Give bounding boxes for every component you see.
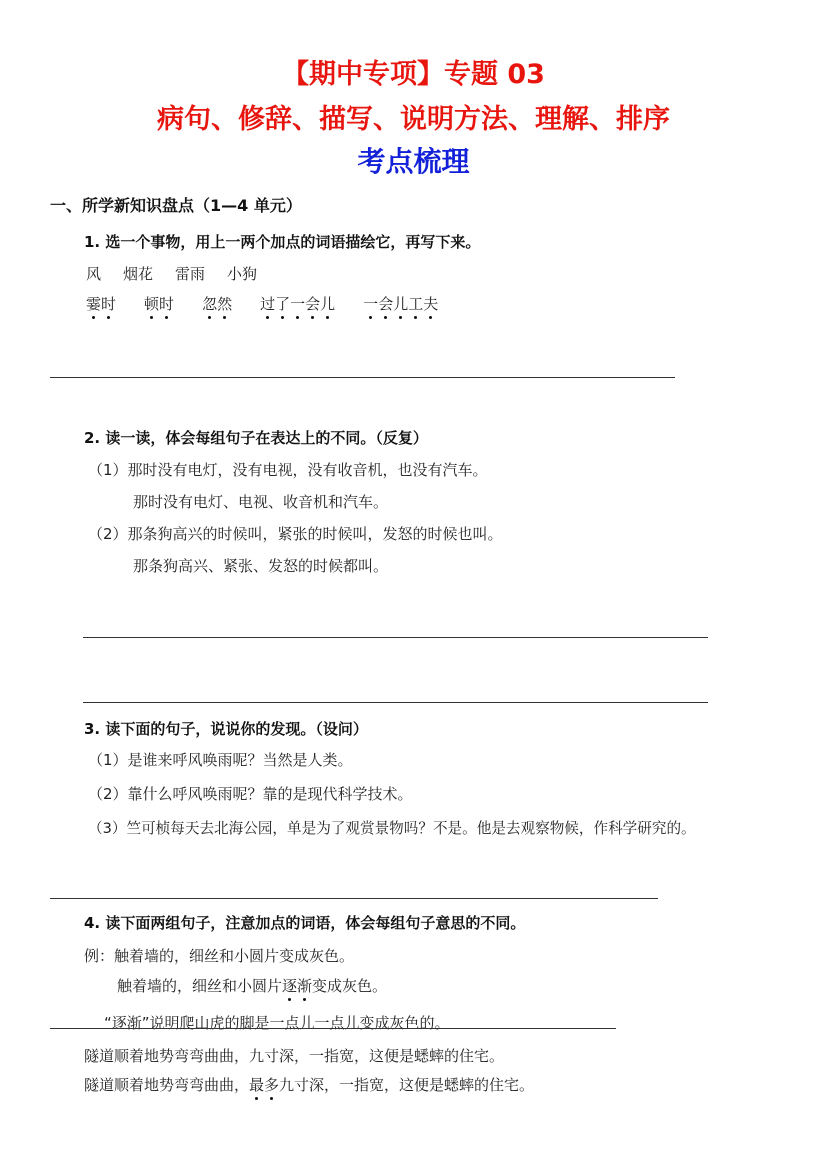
q2-sentence-1a: （1）那时没有电灯，没有电视，没有收音机，也没有汽车。: [88, 461, 488, 479]
dotted-char: 过: [260, 295, 276, 313]
example-sentence-1: 触着墙的，细丝和小圆片变成灰色。: [114, 947, 355, 965]
q4-example-1: [84, 945, 354, 966]
page-title-line1: 【期中专项】专题 03: [282, 59, 545, 90]
dotted-word: [282, 977, 312, 995]
dotted-char: 最: [249, 1076, 265, 1094]
answer-line: [83, 637, 708, 638]
answer-line: [83, 702, 708, 703]
answer-line: [50, 377, 675, 378]
dotted-char: 多: [264, 1076, 280, 1094]
example-label: 例：: [84, 947, 115, 965]
q1-dotted-word: [260, 295, 335, 313]
dotted-char: 逐: [282, 977, 298, 995]
dotted-char: 霎: [86, 295, 102, 313]
q1-dotted-word: [144, 295, 174, 313]
dotted-char: 会: [305, 295, 321, 313]
q3-sentence-1: （1）是谁来呼风唤雨呢？当然是人类。: [88, 751, 353, 769]
dotted-char: 忽: [202, 295, 218, 313]
dotted-char: 顿: [144, 295, 160, 313]
q4-sentence-4-part1: 隧道顺着地势弯弯曲曲，: [84, 1076, 250, 1094]
dotted-char: 一: [363, 295, 379, 313]
dotted-char: 渐: [297, 977, 313, 995]
q4-sentence-4: [84, 1074, 534, 1095]
q2-sentence-2a: （2）那条狗高兴的时候叫，紧张的时候叫，发怒的时候也叫。: [88, 525, 503, 543]
question-3-prompt: 3. 读下面的句子，说说你的发现。（设问）: [84, 720, 368, 738]
q4-example-note: “逐渐”说明爬山虎的脚是一点儿一点儿变成灰色的。: [104, 1014, 450, 1032]
q1-dotted-word: [86, 295, 116, 313]
q3-sentence-3: （3）竺可桢每天去北海公园，单是为了观赏景物吗？不是。他是去观察物候，作科学研究的。: [88, 820, 696, 837]
q1-thing: 风: [86, 265, 102, 283]
section-heading: 一、所学新知识盘点（1—4 单元）: [50, 196, 302, 215]
q4-sentence-4-part2: 九寸深，一指宽，这便是蟋蟀的住宅。: [279, 1076, 535, 1094]
answer-line: [50, 1028, 616, 1029]
question-1-prompt: 1. 选一个事物，用上一两个加点的词语描绘它，再写下来。: [84, 233, 481, 251]
example-sentence-2-part2: 变成灰色。: [312, 977, 388, 995]
dotted-char: 工: [408, 295, 424, 313]
q2-sentence-2b: 那条狗高兴、紧张、发怒的时候都叫。: [133, 557, 389, 575]
dotted-char: 了: [275, 295, 291, 313]
dotted-char: 儿: [393, 295, 409, 313]
dotted-char: 夫: [423, 295, 439, 313]
q2-sentence-1b: 那时没有电灯、电视、收音机和汽车。: [133, 493, 389, 511]
dotted-char: 儿: [320, 295, 336, 313]
dotted-char: 时: [101, 295, 117, 313]
page-title-line2: 病句、修辞、描写、说明方法、理解、排序: [157, 104, 670, 135]
page-title-line3: 考点梳理: [357, 145, 470, 178]
q4-example-2: [117, 975, 387, 996]
dotted-char: 然: [217, 295, 233, 313]
question-4-prompt: 4. 读下面两组句子，注意加点的词语，体会每组句子意思的不同。: [84, 914, 526, 932]
q1-thing: 烟花: [123, 265, 154, 283]
answer-line: [50, 898, 658, 899]
dotted-char: 一: [290, 295, 306, 313]
dotted-char: 时: [159, 295, 175, 313]
question-2-prompt: 2. 读一读，体会每组句子在表达上的不同。（反复）: [84, 429, 428, 447]
q1-thing: 雷雨: [175, 265, 206, 283]
q1-dotted-word: [363, 295, 438, 313]
q1-thing: 小狗: [227, 265, 258, 283]
q1-dotted-words-row: [86, 293, 466, 314]
q4-sentence-3: 隧道顺着地势弯弯曲曲，九寸深，一指宽，这便是蟋蟀的住宅。: [84, 1047, 505, 1065]
q3-sentence-2: （2）靠什么呼风唤雨呢？靠的是现代科学技术。: [88, 785, 413, 803]
dotted-char: 会: [378, 295, 394, 313]
q1-dotted-word: [202, 295, 232, 313]
q1-things-row: [86, 263, 279, 284]
example-sentence-2-part1: 触着墙的，细丝和小圆片: [117, 977, 283, 995]
dotted-word: [249, 1076, 279, 1094]
